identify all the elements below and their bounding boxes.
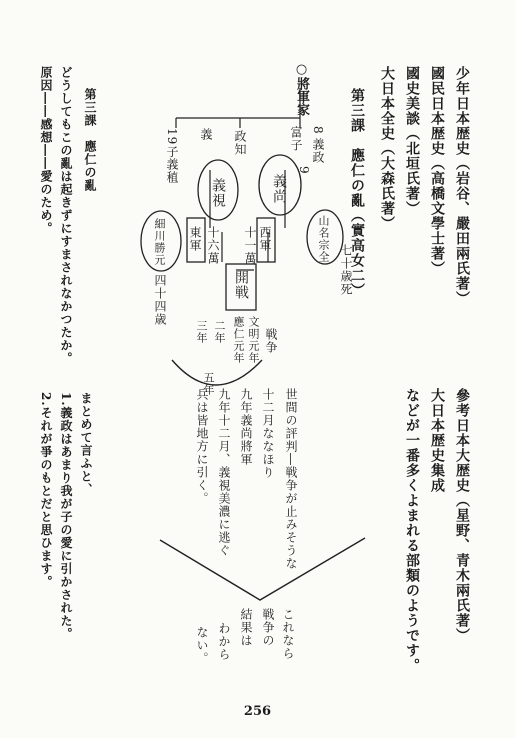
ref-line-3: 國史美談（北垣氏著）	[404, 66, 420, 216]
yamana-note: 七十歳死	[339, 244, 353, 296]
yoshihisa-num: 9	[297, 166, 311, 175]
togun-count: 十六萬	[206, 226, 220, 265]
ref-main-1: 參考日本大歴史（星野、青木兩氏著）	[454, 388, 470, 643]
summary-point-2: 2.それが爭のもとだと思ひます。	[39, 392, 53, 589]
yoshitane-note: 19子	[165, 128, 179, 159]
ref-main-2: 大日本歴史集成	[429, 388, 445, 493]
ref-main-3: などが一番多くよまれる部類のようです。	[404, 388, 420, 673]
left-lesson-title: 第三課 應仁の亂	[83, 88, 97, 192]
page-number: 256	[243, 704, 272, 719]
yoshimi-label: 義	[199, 128, 213, 141]
bunmei-year: 文明元年	[247, 316, 260, 364]
end-note-1: これなら	[281, 608, 295, 660]
hosokawa-name: 細川勝元	[153, 218, 166, 266]
end-note-2: 戦争の	[261, 608, 275, 647]
note-3: 九年義尚將軍	[239, 388, 253, 466]
note-1: 世間の評判―戦争が止みそうな	[284, 388, 298, 570]
ref-line-2: 國民日本歴史（高橋文學士著）	[429, 66, 445, 276]
left-answer: 原因――感想――愛のため。	[39, 66, 53, 235]
yoshitane-name: 義稙	[165, 158, 179, 184]
senso-label: 戦争	[264, 328, 278, 354]
summary-point-1: 1.義政はあまり我が子の愛に引かされた。	[59, 392, 73, 641]
year-5: 五年	[202, 372, 215, 396]
note-2: 十二月ななほり	[261, 388, 275, 479]
year-3: 三年	[195, 320, 208, 344]
summary-head: まとめて言ふと、	[79, 392, 93, 496]
yoshihisa-name: 義尚	[271, 174, 287, 204]
shogun-label: ○將軍家	[294, 62, 309, 116]
end-note-3: 結果は	[239, 608, 253, 647]
togun-label: 東軍	[188, 226, 202, 252]
yamana-name: 山名宗全	[317, 215, 330, 263]
year-2: 二年	[213, 320, 226, 344]
left-question: どうしてもこの亂は起きずにすまされなかつたか。	[59, 66, 73, 365]
onin-year: 應仁元年	[232, 316, 245, 364]
end-note-5: ない。	[195, 626, 209, 665]
kaisen-label: 開戦	[233, 270, 249, 300]
ref-line-1: 少年日本歴史（岩谷、嚴田兩氏著）	[454, 66, 470, 306]
yoshimasa-num: 8	[311, 126, 325, 135]
hosokawa-note: 四十四歳	[153, 274, 167, 326]
masatomo-name: 政知	[233, 130, 247, 156]
seigun-count: 十一萬	[243, 226, 257, 265]
note-5: 兵は皆地方に引く。	[195, 388, 209, 505]
ref-line-4: 大日本全史（大森氏著）	[379, 66, 395, 231]
end-note-4: わから	[217, 622, 231, 661]
lesson-title: 第三課 應仁の亂（實高女二）	[349, 88, 365, 298]
seigun-label: 西軍	[258, 226, 272, 252]
tomiko-name: 富子	[289, 126, 303, 152]
yoshimi-name: 義視	[210, 178, 226, 208]
yoshimasa-name: 義政	[311, 138, 325, 164]
note-4: 九年十二月、義視美濃に逃ぐ	[217, 388, 231, 557]
